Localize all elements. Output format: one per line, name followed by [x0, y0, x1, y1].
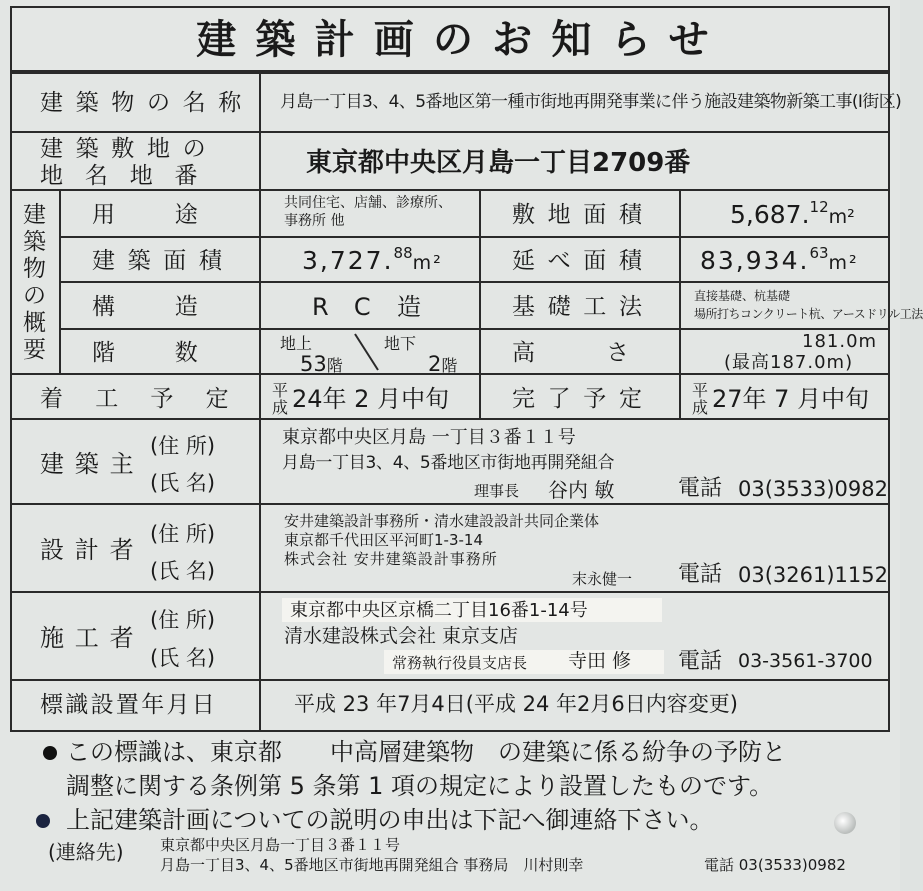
page-title: 建築計画のお知らせ [196, 17, 728, 63]
floors-above [300, 354, 343, 375]
value-foundation-line1: 直接基礎、杭基礎 [694, 289, 791, 303]
designer-phone-label: 電話 [678, 562, 723, 587]
label-structure: 構造 [92, 294, 258, 320]
label-start: 着工予定 [40, 386, 261, 412]
label-posted-date: 標識設置年月日 [40, 692, 218, 718]
value-use-line2: 事務所 他 [284, 213, 345, 229]
note-2: 上記建築計画についての説明の申出は下記へ御連絡下さい。 [66, 806, 714, 834]
finish-era: 平成 [692, 381, 709, 417]
floors-below-label: 地下 [384, 334, 417, 353]
contractor-name-label: (氏 名) [150, 646, 216, 670]
floors-below-value: 2 [428, 352, 442, 376]
contact-label: (連絡先) [48, 840, 124, 864]
contractor-phone-label: 電話 [678, 649, 723, 674]
designer-name-label: (氏 名) [150, 559, 216, 583]
value-building-area [302, 244, 443, 275]
value-building-name: 月島一丁目3、4、5番地区第一種市街地再開発事業に伴う施設建築物新築工事(Ⅰ街区) [280, 92, 902, 112]
designer-line2: 東京都千代田区平河町1-3-14 [284, 531, 484, 549]
designer-addr-label: (住 所) [150, 522, 216, 546]
start-era: 平成 [272, 381, 289, 417]
contractor-address: 東京都中央区京橋二丁目16番1-14号 [290, 600, 588, 621]
contact-address: 東京都中央区月島一丁目３番１１号 [160, 836, 401, 854]
value-posted-date: 平成 23 年7月4日(平成 24 年2月6日内容変更) [294, 692, 738, 716]
owner-phone-label: 電話 [678, 476, 723, 501]
value-foundation-line2: 場所打ちコンクリート杭、アースドリル工法 [694, 307, 923, 321]
value-floor-area [700, 244, 859, 275]
value-site-area [730, 198, 855, 229]
label-finish: 完了予定 [512, 386, 655, 412]
label-overview: 建築物の概要 [23, 202, 46, 363]
building-area-unit: m² [412, 252, 443, 274]
floor-area-main: 83,934. [700, 246, 810, 275]
screw-head-icon [834, 812, 856, 834]
owner-phone: 03(3533)0982 [738, 477, 888, 501]
label-designer: 設計者 [40, 536, 145, 564]
label-floors: 階数 [92, 340, 258, 366]
floors-above-value: 53 [300, 352, 327, 376]
floor-area-unit: m² [828, 252, 859, 274]
label-site-line1: 建築敷地の [40, 136, 219, 162]
label-site-line2: 地名地番 [40, 163, 220, 189]
designer-line3: 株式会社 安井建築設計事務所 [284, 550, 498, 568]
value-finish: 27年 7 月中旬 [712, 385, 870, 413]
label-building-name: 建築物の名称 [40, 90, 254, 116]
site-area-unit: m² [828, 206, 855, 228]
owner-org: 月島一丁目3、4、5番地区市街地再開発組合 [282, 453, 615, 473]
contractor-person: 寺田 修 [568, 650, 632, 672]
owner-address: 東京都中央区月島 一丁目３番１１号 [282, 427, 576, 448]
note-1-line1: この標識は、東京都 中高層建築物 の建築に係る紛争の予防と [66, 738, 786, 766]
owner-name-label: (氏 名) [150, 471, 216, 495]
owner-addr-label: (住 所) [150, 434, 216, 458]
site-area-main: 5,687. [730, 200, 810, 229]
label-use: 用途 [92, 202, 258, 228]
value-site-address: 東京都中央区月島一丁目2709番 [306, 148, 691, 178]
contractor-company: 清水建設株式会社 東京支店 [284, 625, 519, 647]
label-contractor: 施工者 [40, 624, 145, 652]
site-area-decimal: 12 [809, 198, 829, 216]
floors-below [428, 354, 457, 375]
label-foundation: 基礎工法 [512, 294, 655, 320]
title-box [10, 6, 890, 72]
contractor-phone: 03-3561-3700 [738, 650, 873, 672]
contact-org: 月島一丁目3、4、5番地区市街地再開発組合 事務局 川村則幸 [160, 856, 584, 874]
label-site-area: 敷地面積 [512, 202, 655, 228]
contractor-addr-label: (住 所) [150, 608, 216, 632]
owner-person-title: 理事長 [474, 482, 520, 500]
value-height-line1: 181.0m [802, 331, 878, 352]
floors-above-label: 地上 [280, 334, 313, 353]
info-table [10, 72, 923, 732]
designer-person: 末永健一 [572, 570, 633, 588]
note-1-line2: 調整に関する条例第 5 条第 1 項の規定により設置したものです。 [66, 772, 774, 800]
floors-below-unit: 階 [441, 356, 458, 375]
floor-area-decimal: 63 [809, 244, 829, 262]
value-use-line1: 共同住宅、店舗、診療所、 [284, 195, 452, 211]
contact-phone: 電話 03(3533)0982 [704, 856, 846, 874]
contractor-person-title: 常務執行役員支店長 [392, 654, 528, 672]
label-owner: 建築主 [40, 450, 145, 478]
designer-phone: 03(3261)1152 [738, 563, 888, 587]
designer-line1: 安井建築設計事務所・清水建設設計共同企業体 [284, 512, 600, 530]
building-area-main: 3,727. [302, 246, 394, 275]
value-structure: RC造 [312, 293, 448, 321]
owner-person: 谷内 敏 [548, 478, 615, 502]
floors-above-unit: 階 [326, 356, 343, 375]
bullet-icon [36, 814, 50, 828]
label-height: 高さ [512, 340, 701, 366]
label-floor-area: 延べ面積 [512, 248, 655, 274]
building-area-decimal: 88 [393, 244, 413, 262]
label-building-area: 建築面積 [92, 248, 235, 274]
value-start: 24年 2 月中旬 [292, 385, 450, 413]
bullet-icon [43, 746, 57, 760]
value-height-line2: (最高187.0m) [724, 352, 854, 373]
